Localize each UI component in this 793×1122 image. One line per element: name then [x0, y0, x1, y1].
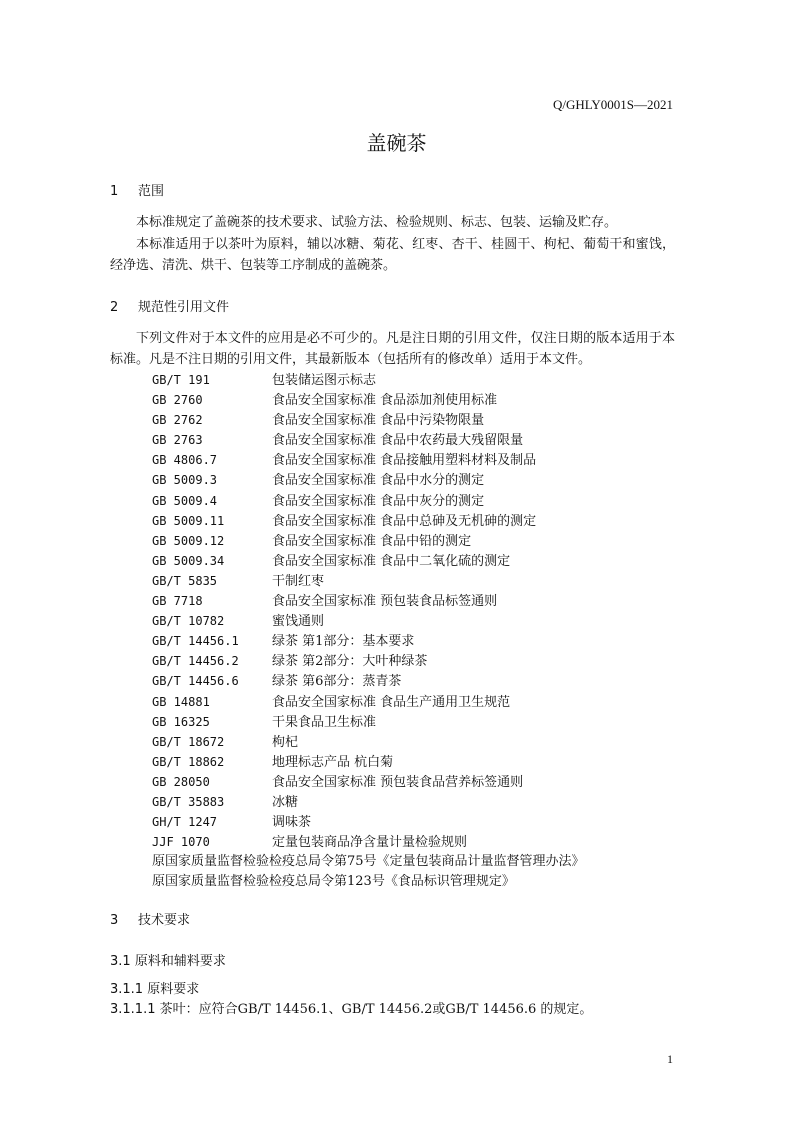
reference-title: 调味茶 [272, 815, 312, 831]
reference-title: 食品安全国家标准 食品中农药最大残留限量 [272, 433, 524, 449]
section-1-heading [110, 180, 164, 199]
reference-code: GB 5009.4 [152, 493, 218, 508]
reference-code: GB 5009.11 [152, 513, 225, 528]
reference-title: 枸杞 [272, 734, 299, 750]
reference-item [152, 712, 585, 732]
reference-item [152, 410, 585, 430]
section-number: 2 [110, 300, 119, 315]
reference-code: GB/T 14456.6 [152, 674, 239, 689]
reference-item [152, 531, 585, 551]
reference-title: 食品安全国家标准 预包装食品标签通则 [272, 594, 498, 610]
reference-item [152, 772, 585, 792]
reference-item [152, 551, 585, 571]
scope-paragraph-1: 本标准规定了盖碗茶的技术要求、试验方法、检验规则、标志、包装、运输及贮存。 [136, 215, 618, 230]
reference-code: GB 4806.7 [152, 453, 218, 468]
reference-item [152, 671, 585, 691]
reference-code: GB/T 5835 [152, 573, 218, 588]
section-3-1-1-heading [110, 978, 199, 997]
section-3-1-heading [110, 950, 226, 969]
reference-item [152, 390, 585, 410]
reference-note: 原国家质量监督检验检疫总局令第75号《定量包装商品计量监督管理办法》 [152, 854, 585, 870]
reference-title: 食品安全国家标准 食品添加剂使用标准 [272, 393, 498, 409]
reference-title: 干制红枣 [272, 573, 325, 589]
section-title: 技术要求 [138, 913, 191, 928]
reference-code: GB/T 35883 [152, 794, 225, 809]
reference-item [152, 591, 585, 611]
reference-code: GB 5009.3 [152, 473, 218, 488]
section-2-heading [110, 296, 229, 315]
reference-item [152, 792, 585, 812]
reference-item [152, 611, 585, 631]
reference-title: 食品安全国家标准 食品中铅的测定 [272, 533, 472, 549]
reference-title: 绿茶 第1部分：基本要求 [272, 634, 415, 650]
section-number: 3.1 [110, 954, 131, 969]
section-title: 范围 [138, 184, 165, 199]
reference-item [152, 692, 585, 712]
reference-item [152, 450, 585, 470]
section-title: 原料要求 [147, 982, 200, 997]
section-number: 3 [110, 913, 119, 928]
reference-item [152, 370, 585, 390]
reference-code: GB 2763 [152, 433, 203, 448]
reference-code: GB 16325 [152, 714, 210, 729]
reference-item [152, 491, 585, 511]
reference-code: GB/T 18672 [152, 734, 225, 749]
reference-code: GB 28050 [152, 774, 210, 789]
section-title: 规范性引用文件 [138, 300, 230, 315]
reference-item [152, 832, 585, 852]
reference-list [152, 370, 585, 892]
reference-code: GB 2760 [152, 393, 203, 408]
reference-note: 原国家质量监督检验检疫总局令第123号《食品标识管理规定》 [152, 874, 515, 890]
reference-title: 食品安全国家标准 食品生产通用卫生规范 [272, 694, 511, 710]
reference-title: 食品安全国家标准 食品中总砷及无机砷的测定 [272, 513, 537, 529]
reference-item [152, 651, 585, 671]
reference-title: 绿茶 第6部分：蒸青茶 [272, 674, 402, 690]
reference-code: GB/T 10782 [152, 614, 225, 629]
reference-title: 食品安全国家标准 食品中水分的测定 [272, 473, 485, 489]
reference-code: GB 5009.12 [152, 533, 225, 548]
reference-item [152, 430, 585, 450]
reference-code: GB/T 18862 [152, 754, 225, 769]
page-number: 1 [667, 1052, 673, 1066]
reference-title: 定量包装商品净含量计量检验规则 [272, 835, 468, 851]
reference-title: 冰糖 [272, 794, 299, 810]
section-number: 1 [110, 184, 119, 199]
standard-code: Q/GHLY0001S—2021 [552, 97, 673, 112]
reference-title: 食品安全国家标准 预包装食品营养标签通则 [272, 774, 524, 790]
reference-title: 蜜饯通则 [272, 614, 325, 630]
clause-label: 茶叶： [159, 1002, 199, 1017]
reference-item [152, 470, 585, 490]
reference-item [152, 732, 585, 752]
clause-3-1-1-1 [110, 998, 592, 1017]
section-title: 原料和辅料要求 [134, 954, 226, 969]
reference-code: GB 14881 [152, 694, 210, 709]
reference-title: 绿茶 第2部分：大叶种绿茶 [272, 654, 428, 670]
reference-item [152, 571, 585, 591]
reference-code: GB 7718 [152, 594, 203, 609]
reference-code: GB 2762 [152, 413, 203, 428]
reference-item [152, 631, 585, 651]
clause-text: 应符合GB/T 14456.1、GB/T 14456.2或GB/T 14456.6 的规定。 [198, 1002, 593, 1017]
document-title: 盖碗茶 [366, 131, 427, 155]
section-3-heading [110, 909, 190, 928]
reference-title: 食品安全国家标准 食品中灰分的测定 [272, 493, 485, 509]
reference-code: GB/T 14456.1 [152, 634, 239, 649]
reference-title: 食品安全国家标准 食品接触用塑料材料及制品 [272, 453, 537, 469]
reference-title: 食品安全国家标准 食品中二氧化硫的测定 [272, 553, 511, 569]
reference-item [152, 511, 585, 531]
reference-item [152, 812, 585, 832]
section-number: 3.1.1 [110, 982, 144, 997]
reference-title: 食品安全国家标准 食品中污染物限量 [272, 413, 485, 429]
reference-code: GB/T 191 [152, 373, 210, 387]
scope-paragraph-2: 本标准适用于以茶叶为原料，辅以冰糖、菊花、红枣、杏干、桂圆干、枸杞、葡萄干和蜜饯，经净选、清洗、烘干、包装等工序制成的盖碗茶。 [110, 237, 675, 273]
reference-code: JJF 1070 [152, 835, 210, 850]
reference-code: GH/T 1247 [152, 815, 218, 830]
references-intro: 下列文件对于本文件的应用是必不可少的。凡是注日期的引用文件，仅注日期的版本适用于本标准。凡是不注日期的引用文件，其最新版本（包括所有的修改单）适用于本文件。 [110, 331, 675, 367]
reference-code: GB/T 14456.2 [152, 654, 239, 669]
reference-code: GB 5009.34 [152, 553, 225, 568]
reference-item [152, 752, 585, 772]
clause-number: 3.1.1.1 [110, 1002, 156, 1017]
reference-title: 干果食品卫生标准 [272, 714, 377, 730]
reference-title: 地理标志产品 杭白菊 [272, 754, 394, 770]
reference-title: 包装储运图示标志 [272, 373, 377, 388]
